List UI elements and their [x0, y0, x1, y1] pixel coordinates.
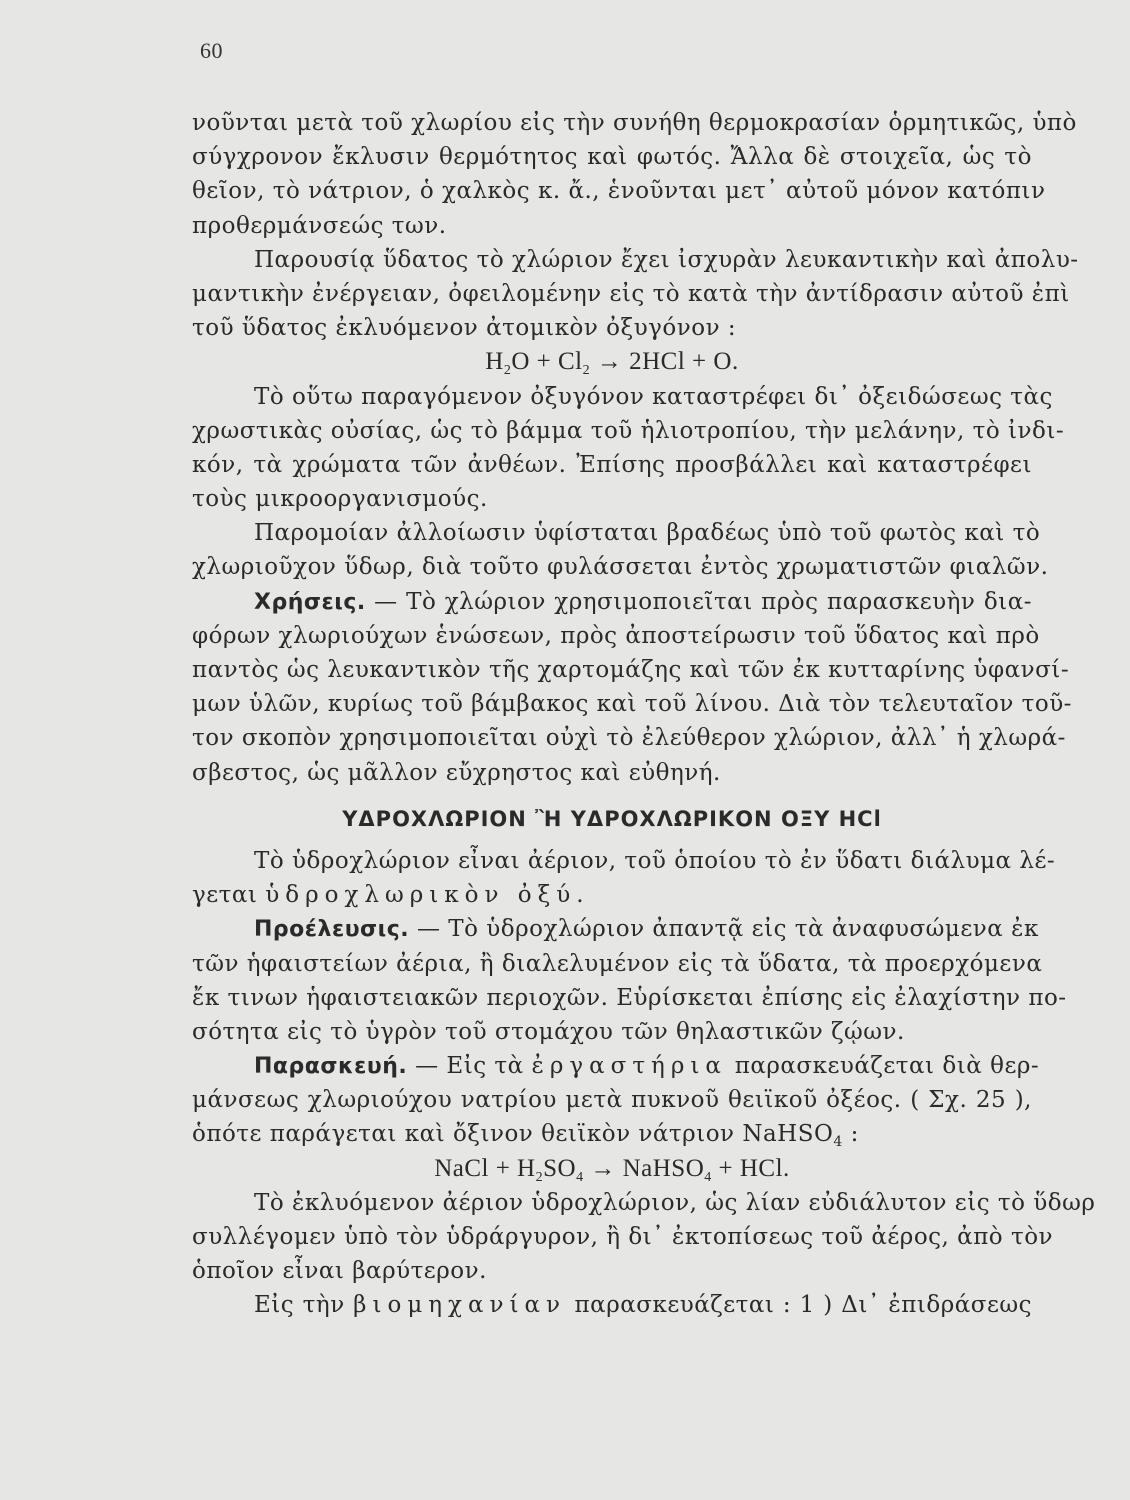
equation-part: → 2HCl + O.	[590, 348, 739, 376]
text-run: Εἰς τὴν	[254, 1292, 354, 1319]
text-line: σβεστος, ὡς μᾶλλον εὔχρηστος καὶ εὐθηνή.	[192, 759, 721, 786]
origin-label: Προέλευσις.	[254, 917, 410, 943]
equation-hcl-preparation	[192, 1152, 1032, 1186]
text-run: — Εἰς τὰ	[407, 1053, 532, 1080]
spaced-term: ἐργαστήρια	[531, 1053, 727, 1080]
equation-subscript: 2	[503, 363, 512, 379]
text-line: μάνσεως χλωριούχου νατρίου μετὰ πυκνοῦ θειϊκοῦ ὀξέος. ( Σχ. 25 ),	[192, 1087, 1032, 1114]
text-run: — Τὸ ὑδροχλώριον ἀπαντᾷ εἰς τὰ ἀναφυσώμενα ἐκ	[409, 916, 1039, 943]
text-line: νοῦνται μετὰ τοῦ χλωρίου εἰς τὴν συνήθη θερμοκρασίαν ὁρμητικῶς, ὑπὸ	[192, 110, 1077, 136]
text-line: Τὸ ἐκλυόμενον ἀέριον ὑδροχλώριον, ὡς λίαν εὐδιάλυτον εἰς τὸ ὕδωρ	[254, 1189, 1096, 1216]
text-line: τον σκοπὸν χρησιμοποιεῖται οὐχὶ τὸ ἐλεύθερον χλώριον, ἀλλ᾽ ἡ χλωρά-	[192, 725, 1066, 752]
formula-subscript: 4	[833, 1134, 843, 1151]
page-content	[192, 106, 1096, 1323]
text-line: Τὸ ὑδροχλώριον εἶναι ἀέριον, τοῦ ὁποίου τὸ ἐν ὕδατι διάλυμα λέ-	[254, 847, 1056, 874]
text-line: σότητα εἰς τὸ ὑγρὸν τοῦ στομάχου τῶν θηλαστικῶν ζῴων.	[192, 1018, 905, 1045]
text-line: μαντικὴν ἐνέργειαν, ὀφειλομένην εἰς τὸ κατὰ τὴν ἀντίδρασιν αὐτοῦ ἐπὶ	[192, 280, 1070, 307]
equation-part: SO	[543, 1154, 577, 1182]
page-number: 60	[200, 38, 223, 63]
text-line: τοῦ ὕδατος ἐκλυόμενον ἀτομικὸν ὀξυγόνον :	[192, 315, 737, 342]
equation-subscript: 4	[576, 1169, 584, 1185]
equation-subscript: 2	[535, 1169, 544, 1185]
preparation-paragraph-start	[192, 1049, 1040, 1083]
spaced-term: βιομηχανίαν	[353, 1292, 567, 1319]
equation-subscript: 2	[582, 363, 591, 379]
equation-chlorine-water	[192, 345, 1032, 379]
equation-subscript: 4	[704, 1169, 712, 1185]
text-line: Τὸ οὕτω παραγόμενον ὀξυγόνον καταστρέφει δι᾽ ὀξειδώσεως τὰς	[254, 383, 1053, 410]
industry-line	[192, 1288, 1032, 1322]
origin-paragraph-start	[192, 912, 1039, 946]
text-line: προθερμάνσεώς των.	[192, 212, 447, 239]
section-heading: ΥΔΡΟΧΛΩΡΙΟΝ Ἢ ΥΔΡΟΧΛΩΡΙΚΟΝ ΟΞΥ HCl	[342, 806, 882, 831]
uses-label: Χρήσεις.	[254, 589, 366, 615]
text-run: παρασκευάζεται : 1 ) Δι᾽ ἐπιδράσεως	[566, 1292, 1032, 1319]
equation-part: H	[485, 348, 504, 376]
text-run: γεται	[192, 882, 266, 909]
text-line: σύγχρονον ἔκλυσιν θερμότητος καὶ φωτός. Ἄλλα δὲ στοιχεῖα, ὡς τὸ	[192, 144, 1032, 171]
text-run: — Τὸ χλώριον χρησιμοποιεῖται πρὸς παρασκευὴν δια-	[365, 588, 1032, 615]
text-line: παντὸς ὡς λευκαντικὸν τῆς χαρτομάζης καὶ τῶν ἐκ κυτταρίνης ὑφανσί-	[192, 657, 1070, 683]
equation-part: NaCl + H	[434, 1154, 536, 1182]
text-line: Παρομοίαν ἀλλοίωσιν ὑφίσταται βραδέως ὑπὸ τοῦ φωτὸς καὶ τὸ	[254, 520, 1041, 547]
text-line: μων ὑλῶν, κυρίως τοῦ βάμβακος καὶ τοῦ λίνου. Διὰ τὸν τελευταῖον τοῦ-	[192, 691, 1072, 718]
text-run: παρασκευάζεται διὰ θερ-	[726, 1053, 1040, 1080]
text-line: φόρων χλωριούχων ἑνώσεων, πρὸς ἀποστείρωσιν τοῦ ὕδατος καὶ πρὸ	[192, 622, 1040, 649]
text-line: ὁποῖον εἶναι βαρύτερον.	[192, 1258, 487, 1285]
text-line: τῶν ἡφαιστείων ἀέρια, ἢ διαλελυμένον εἰς τὰ ὕδατα, τὰ προερχόμενα	[192, 950, 1043, 977]
intro-line-2	[192, 878, 1032, 912]
equation-part: → NaHSO	[583, 1154, 705, 1182]
preparation-label: Παρασκευή.	[254, 1054, 408, 1080]
text-line: θεῖον, τὸ νάτριον, ὁ χαλκὸς κ. ἄ., ἑνοῦνται μετ᾽ αὐτοῦ μόνον κατόπιν	[192, 178, 1046, 205]
text-line: τοὺς μικροοργανισμούς.	[192, 486, 488, 513]
uses-paragraph-start	[192, 585, 1032, 619]
equation-part: + HCl.	[711, 1154, 790, 1182]
equation-part: O + Cl	[511, 348, 583, 376]
text-line: ἔκ τινων ἡφαιστειακῶν περιοχῶν. Εὑρίσκεται ἐπίσης εἰς ἐλαχίστην πο-	[192, 984, 1067, 1011]
spaced-term: ὑδροχλωρικὸν ὀξύ.	[265, 882, 590, 909]
text-line: χρωστικὰς οὐσίας, ὡς τὸ βάμμα τοῦ ἡλιοτροπίου, τὴν μελάνην, τὸ ἰνδι-	[192, 417, 1065, 444]
text-line: κόν, τὰ χρώματα τῶν ἀνθέων. Ἐπίσης προσβάλλει καὶ καταστρέφει	[192, 451, 1032, 478]
preparation-line-3	[192, 1117, 1032, 1151]
text-run: :	[842, 1121, 859, 1148]
text-line: συλλέγομεν ὑπὸ τὸν ὑδράργυρον, ἢ δι᾽ ἐκτοπίσεως τοῦ ἀέρος, ἀπὸ τὸν	[192, 1224, 1054, 1250]
text-line: χλωριοῦχον ὕδωρ, διὰ τοῦτο φυλάσσεται ἐντὸς χρωματιστῶν φιαλῶν.	[192, 554, 1049, 581]
text-run: ὁπότε παράγεται καὶ ὄξινον θειϊκὸν νάτριον NaHSO	[192, 1121, 834, 1148]
text-line: Παρουσίᾳ ὕδατος τὸ χλώριον ἔχει ἰσχυρὰν λευκαντικὴν καὶ ἀπολυ-	[254, 246, 1079, 273]
